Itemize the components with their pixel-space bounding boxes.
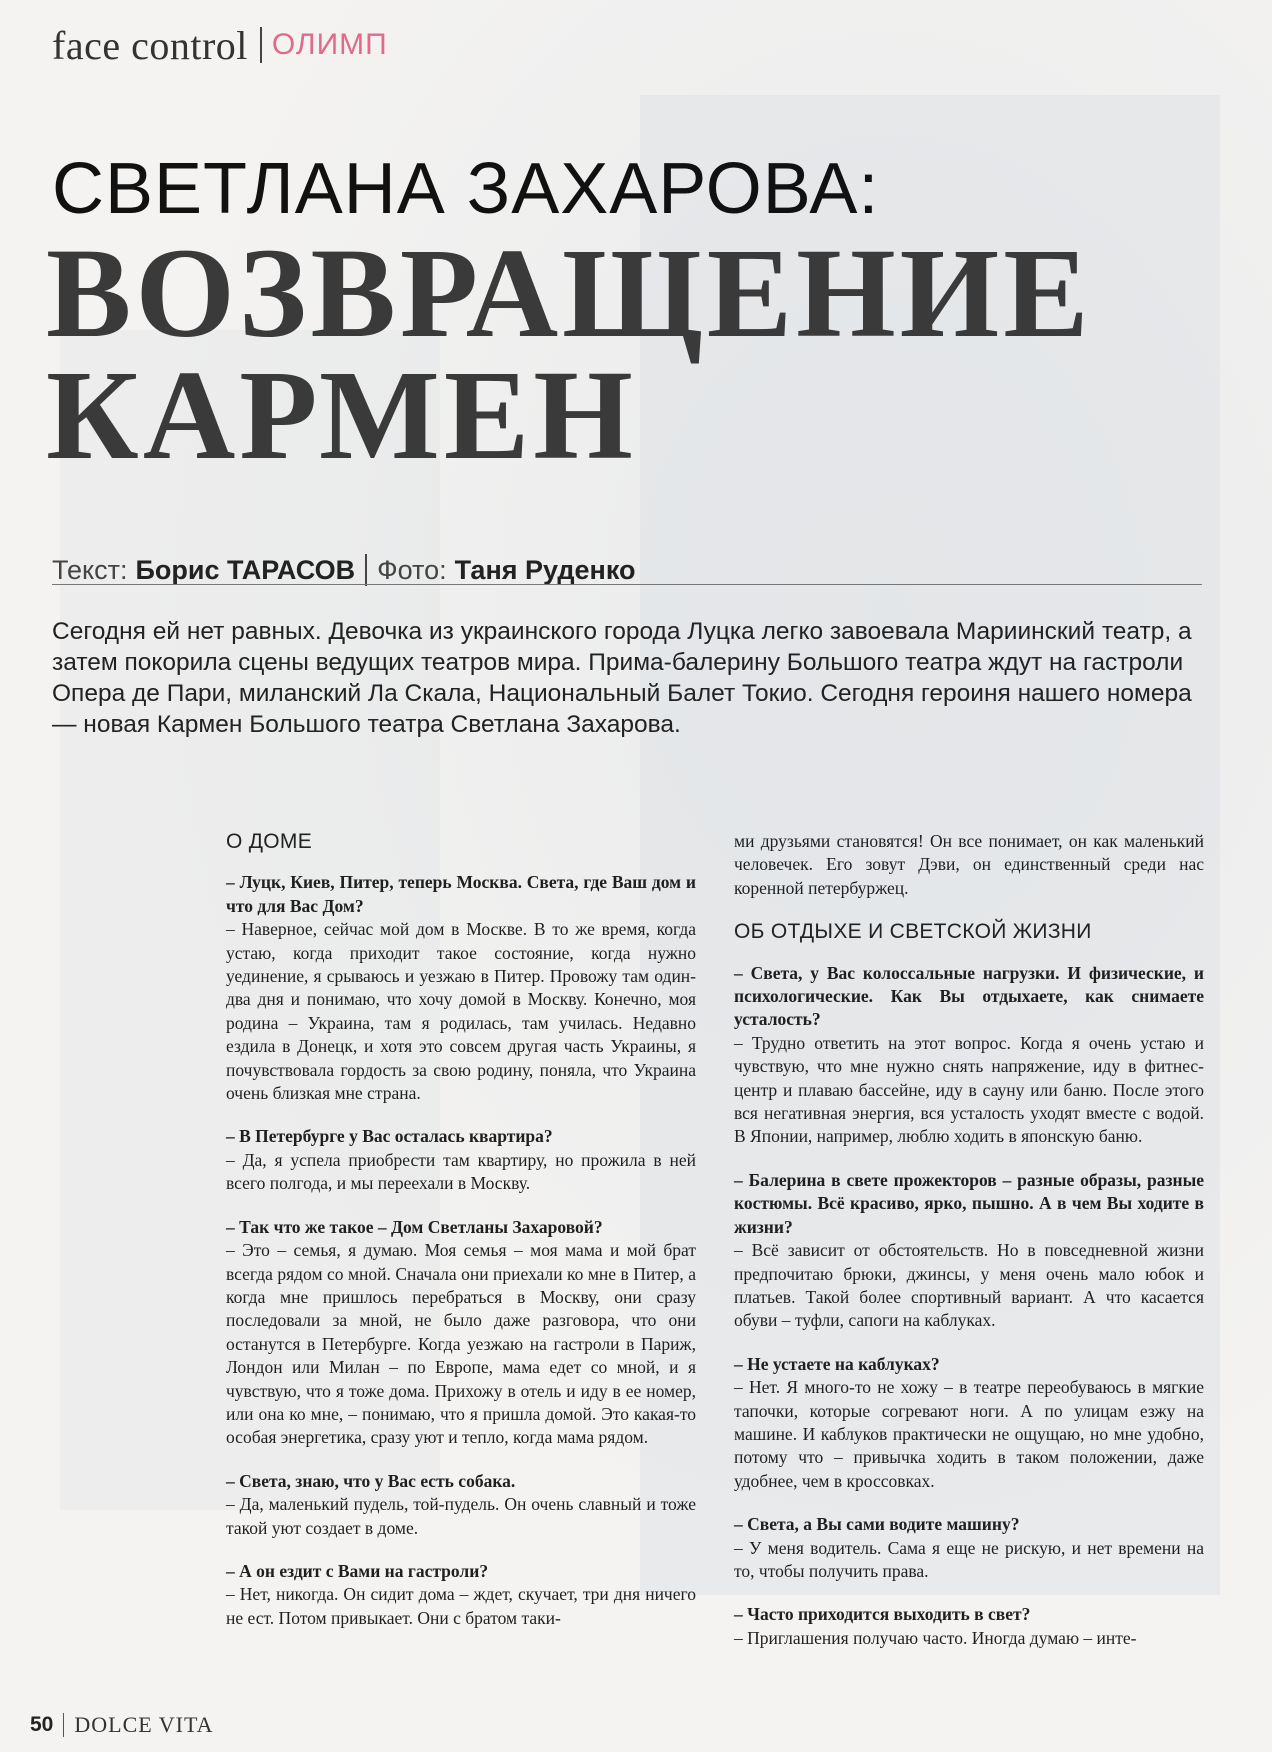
section-name: face control xyxy=(52,22,248,68)
question: – В Петербурге у Вас осталась квартира? xyxy=(226,1126,553,1147)
page-number: 50 xyxy=(30,1713,54,1736)
question: – Света, а Вы сами водите машину? xyxy=(734,1514,1020,1535)
question: – Не устаете на каблуках? xyxy=(734,1353,940,1374)
text-credit-label: Текст: xyxy=(52,554,128,585)
answer: – Трудно ответить на этот вопрос. Когда я очень устаю и чувствую, что мне нужно снять напряжение, иду в фитнес-центр и плаваю бассейне, иду в сауну или баню. После этого вся негативная энергия, вся усталость уходят вместе с водой. В Японии, например, люблю ходить в японскую баню. xyxy=(734,1032,1204,1147)
answer: – Нет, никогда. Он сидит дома – ждет, скучает, три дня ничего не ест. Потом привыкает. Они с братом таки- xyxy=(226,1584,696,1628)
page-footer xyxy=(30,1710,214,1740)
section-heading-leisure: ОБ ОТДЫХЕ И СВЕТСКОЙ ЖИЗНИ xyxy=(734,920,1092,944)
answer: – Нет. Я много-то не хожу – в театре переобуваюсь в мягкие тапочки, которые согревают ноги. А по улицам езжу на машине. И каблуков практически не ощущаю, но мне удобно, потому что – привычка ходить в таком положении, даже удобнее, чем в кроссовках. xyxy=(734,1377,1204,1491)
headline-title-line-1: ВОЗВРАЩЕНИЕ xyxy=(46,222,1093,364)
headline-title-line-2: КАРМЕН xyxy=(46,344,637,486)
question: – Так что же такое – Дом Светланы Захаровой? xyxy=(226,1216,603,1237)
byline-divider xyxy=(365,554,367,586)
headline-name: СВЕТЛАНА ЗАХАРОВА: xyxy=(52,149,880,229)
answer: – Всё зависит от обстоятельств. Но в повседневной жизни предпочитаю брюки, джинсы, у меня очень мало юбок и платьев. Такой более спортивный вариант. А что касается обуви – туфли, сапоги на каблуках. xyxy=(734,1240,1204,1331)
answer: – Наверное, сейчас мой дом в Москве. В то же время, когда устаю, когда приходит такое состояние, когда нужно уединение, я срываюсь и уезжаю в Питер. Провожу там один-два дня и понимаю, что хочу домой в Москву. Конечно, моя родина – Украина, там я родилась, там училась. Недавно ездила в Донецк, и хотя это совсем другая часть Украины, я почувствовала гордость за свою родину, поняла, что Украина очень близкая мне страна. xyxy=(226,919,696,1104)
photo-credit-author: Таня Руденко xyxy=(454,554,636,585)
intro-paragraph: Сегодня ей нет равных. Девочка из украинского города Луцка легко завоевала Мариинский театр, а затем покорила сцены ведущих театров мира. Прима-балерину Большого театра ждут на гастроли Опера де Пари, миланский Ла Скала, Национальный Балет Токио. Сегодня героиня нашего номера — новая Кармен Большого театра Светлана Захарова. xyxy=(52,618,1192,738)
section-divider xyxy=(260,27,262,63)
text-credit-author: Борис ТАРАСОВ xyxy=(135,554,356,585)
byline xyxy=(52,553,1202,587)
question: – Часто приходится выходить в свет? xyxy=(734,1604,1031,1625)
section-header xyxy=(52,22,388,68)
headline-title xyxy=(46,222,1246,486)
section-heading-home: О ДОМЕ xyxy=(226,830,313,853)
question: – Луцк, Киев, Питер, теперь Москва. Света, где Ваш дом и что для Вас Дом? xyxy=(226,872,696,916)
article-column-left xyxy=(226,830,696,1630)
answer: – Это – семья, я думаю. Моя семья – моя мама и мой брат всегда рядом со мной. Сначала они приехали ко мне в Питер, а когда мне пришлось перебраться в Москву, они сразу последовали за мной, не было даже разговора, что они останутся в Петербурге. Когда уезжаю на гастроли в Париж, Лондон или Милан – по Европе, мама едет со мной, и я чувствую, что я тоже дома. Прихожу в отель и иду в ее номер, или она ко мне, – понимаю, что я пришла домой. Это какая-то особая энергетика, сразу уют и тепло, когда мама рядом. xyxy=(226,1240,696,1448)
answer: – У меня водитель. Сама я еще не рискую, и нет времени на то, чтобы получить права. xyxy=(734,1537,1204,1581)
article-column-right xyxy=(734,830,1204,1650)
footer-divider xyxy=(63,1713,64,1737)
answer: – Да, маленький пудель, той-пудель. Он очень славный и тоже такой уют создает в доме. xyxy=(226,1494,696,1538)
answer: – Да, я успела приобрести там квартиру, но прожила в ней всего полгода, и мы переехали в Москву. xyxy=(226,1149,696,1194)
magazine-name: DOLCE VITA xyxy=(74,1712,214,1737)
photo-credit-label: Фото: xyxy=(377,554,447,585)
question: – А он ездит с Вами на гастроли? xyxy=(226,1560,489,1581)
question: – Света, знаю, что у Вас есть собака. xyxy=(226,1470,516,1491)
byline-rule xyxy=(52,584,1202,585)
answer-continued: ми друзьями становятся! Он все понимает, он как маленький человечек. Его зовут Дэви, он единственный среди нас коренной петербуржец. xyxy=(734,831,1204,898)
question: – Света, у Вас колоссальные нагрузки. И физические, и психологические. Как Вы отдыхаете, как снимаете усталость? xyxy=(734,962,1204,1030)
question: – Балерина в свете прожекторов – разные образы, разные костюмы. Всё красиво, ярко, пышно. А в чем Вы ходите в жизни? xyxy=(734,1169,1204,1237)
subsection-name: ОЛИМП xyxy=(271,28,388,61)
answer: – Приглашения получаю часто. Иногда думаю – инте- xyxy=(734,1627,1137,1648)
